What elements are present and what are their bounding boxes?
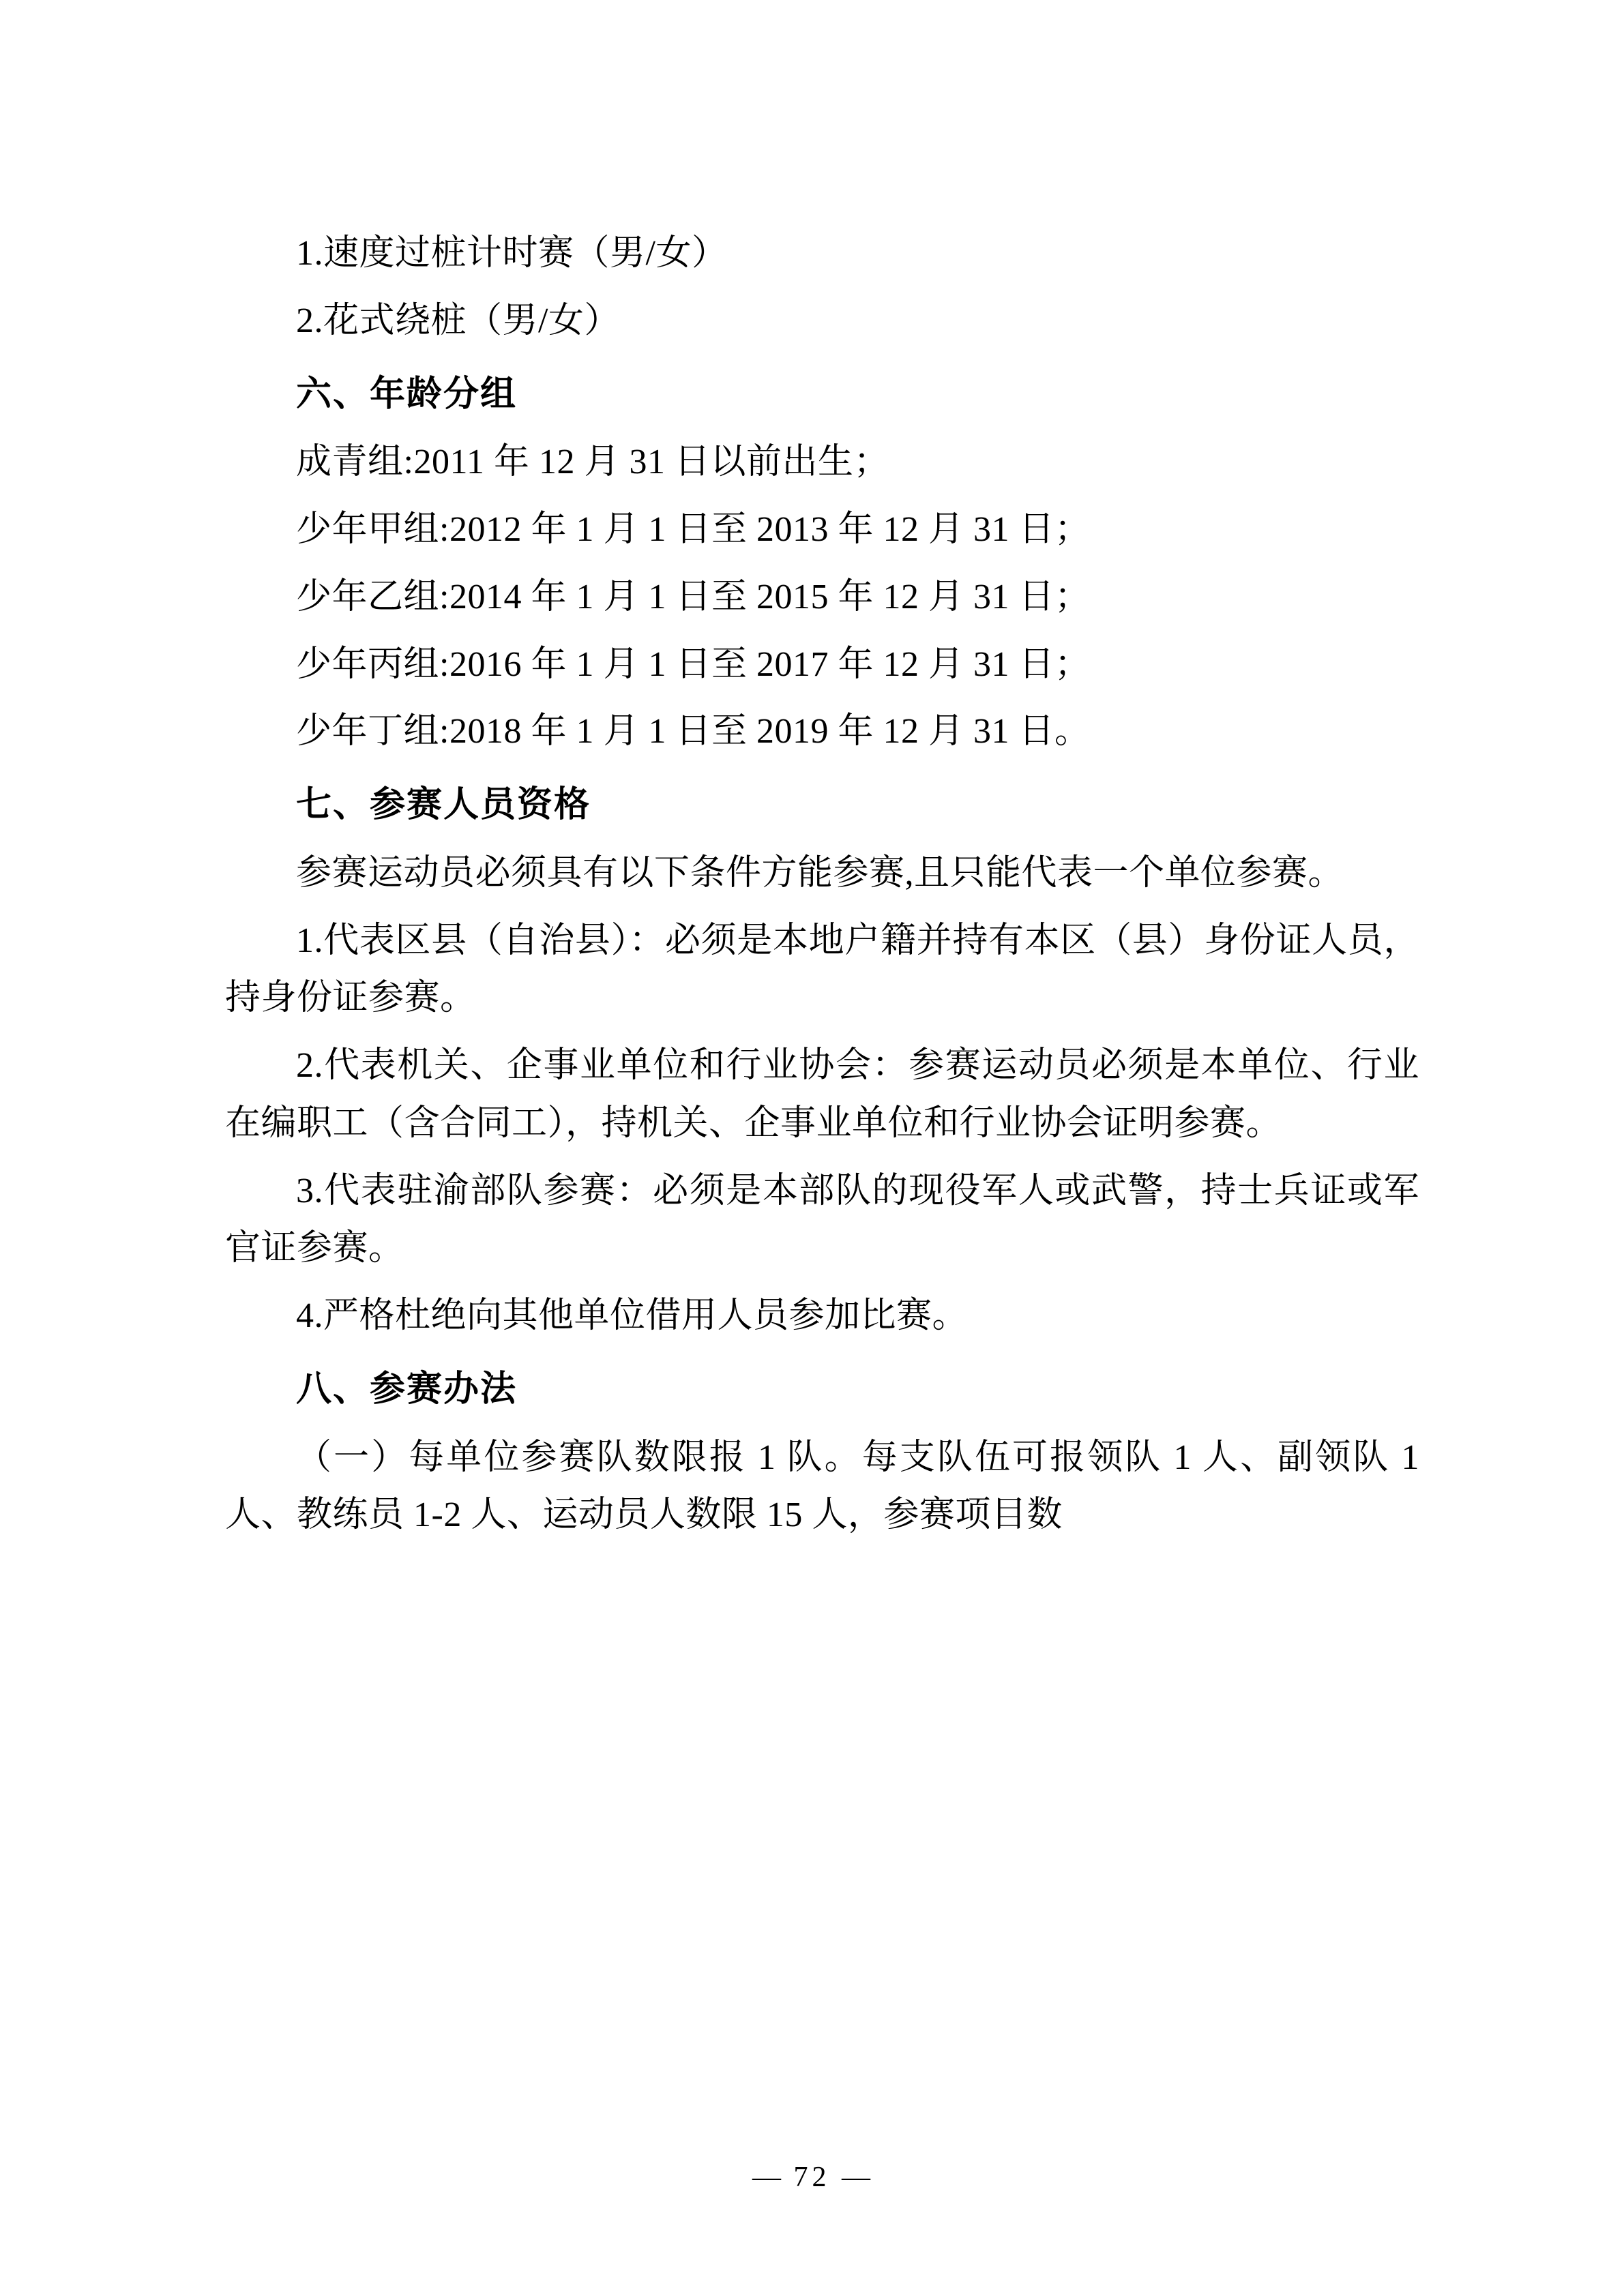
qualification-item-2: 2.代表机关、企事业单位和行业协会：参赛运动员必须是本单位、行业在编职工（含合同工），持机关、企事业单位和行业协会证明参赛。 <box>225 1046 1419 1143</box>
page-number: 72 <box>793 2162 831 2193</box>
age-group-junior-a: 少年甲组:2012 年 1 月 1 日至 2013 年 12 月 31 日； <box>296 510 1091 549</box>
section-heading-eight: 八、参赛办法 <box>296 1368 518 1410</box>
section-heading-seven: 七、参赛人员资格 <box>296 784 591 825</box>
footer-dash-right: — <box>842 2162 872 2193</box>
age-group-chengqing: 成青组:2011 年 12 月 31 日以前出生； <box>296 443 890 482</box>
section-heading-six: 六、年龄分组 <box>296 373 518 415</box>
page-footer <box>0 2161 1624 2194</box>
document-body <box>225 225 1419 1545</box>
age-group-junior-c: 少年丙组:2016 年 1 月 1 日至 2017 年 12 月 31 日； <box>296 644 1091 684</box>
age-group-junior-d: 少年丁组:2018 年 1 月 1 日至 2019 年 12 月 31 日。 <box>296 712 1091 751</box>
qualification-item-4: 4.严格杜绝向其他单位借用人员参加比赛。 <box>296 1296 969 1335</box>
footer-dash-left: — <box>752 2162 782 2193</box>
event-item-2: 2.花式绕桩（男/女） <box>296 301 620 340</box>
event-item-1: 1.速度过桩计时赛（男/女） <box>296 234 728 273</box>
qualification-item-1: 1.代表区县（自治县）：必须是本地户籍并持有本区（县）身份证人员，持身份证参赛。 <box>225 921 1419 1018</box>
qualification-intro: 参赛运动员必须具有以下条件方能参赛,且只能代表一个单位参赛。 <box>296 853 1344 893</box>
qualification-item-3: 3.代表驻渝部队参赛：必须是本部队的现役军人或武警，持士兵证或军官证参赛。 <box>225 1171 1419 1268</box>
age-group-junior-b: 少年乙组:2014 年 1 月 1 日至 2015 年 12 月 31 日； <box>296 577 1091 616</box>
participation-item-1: （一）每单位参赛队数限报 1 队。每支队伍可报领队 1 人、副领队 1 人、教练员 1-2 人、运动员人数限 15 人，参赛项目数 <box>225 1437 1419 1535</box>
